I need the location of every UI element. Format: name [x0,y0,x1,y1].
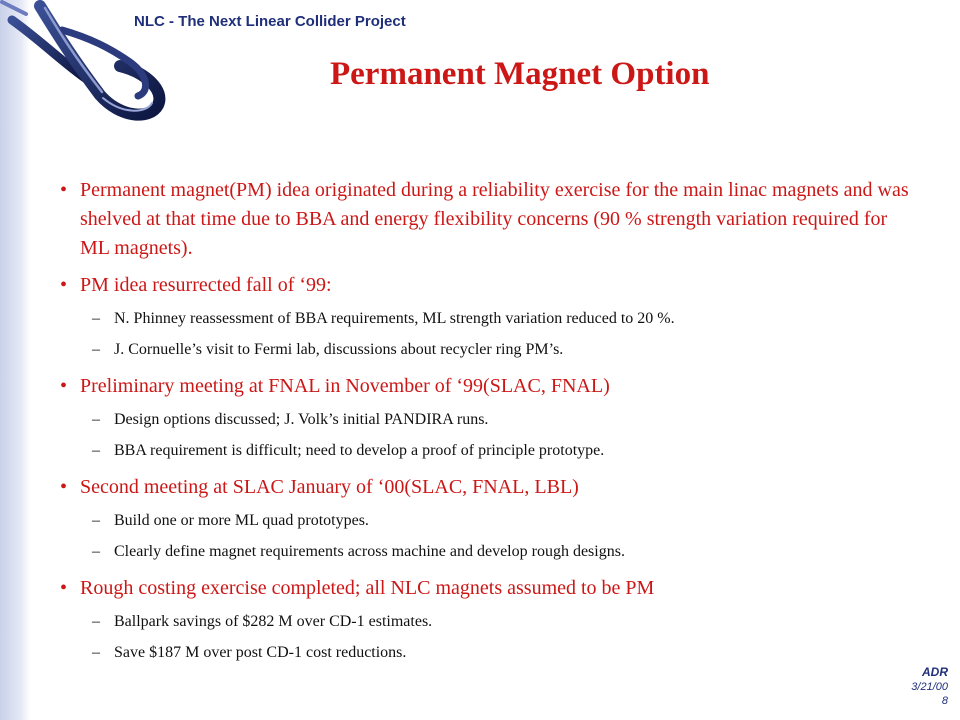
sub-bullet-text: BBA requirement is difficult; need to develop a proof of principle prototype. [114,442,605,459]
footer-page-number: 8 [941,695,948,707]
sub-bullet-text: N. Phinney reassessment of BBA requirements, ML strength variation reduced to 20 %. [114,310,675,327]
bullet-marker: • [60,375,68,397]
footer-author: ADR [922,665,948,679]
sub-bullet-item [60,409,920,431]
sub-bullet-item [60,611,920,633]
bullet-marker: • [60,274,68,296]
sub-bullet-text: Ballpark savings of $282 M over CD-1 estimates. [114,613,433,630]
bullet-marker: • [60,179,68,201]
bullet-marker: • [60,577,68,599]
bullet-marker: • [60,476,68,498]
bullet-list [60,176,920,675]
dash-marker: – [92,341,100,358]
header-project-title: NLC - The Next Linear Collider Project [134,13,406,30]
sub-bullet-text: Build one or more ML quad prototypes. [114,512,369,529]
footer-date: 3/21/00 [911,681,948,693]
dash-marker: – [92,543,100,560]
bullet-text: Preliminary meeting at FNAL in November of ‘99(SLAC, FNAL) [80,375,610,397]
bullet-item [60,574,920,603]
dash-marker: – [92,411,100,428]
bullet-text: Second meeting at SLAC January of ‘00(SLAC, FNAL, LBL) [80,476,579,498]
sub-bullet-text: Clearly define magnet requirements across machine and develop rough designs. [114,543,625,560]
bullet-item [60,372,920,401]
sub-bullet-item [60,541,920,563]
dash-marker: – [92,644,100,661]
bullet-item [60,176,920,263]
sub-bullet-text: Design options discussed; J. Volk’s initial PANDIRA runs. [114,411,489,428]
bullet-item [60,271,920,300]
bullet-text: Rough costing exercise completed; all NLC magnets assumed to be PM [80,577,655,599]
sub-bullet-text: J. Cornuelle’s visit to Fermi lab, discussions about recycler ring PM’s. [114,341,564,358]
bullet-text: PM idea resurrected fall of ‘99: [80,274,332,296]
sub-bullet-text: Save $187 M over post CD-1 cost reductions. [114,644,407,661]
sub-bullet-item [60,642,920,664]
sub-bullet-item [60,510,920,532]
bullet-text: Permanent magnet(PM) idea originated during a reliability exercise for the main linac magnets and was shelved at that time due to BBA and energy flexibility concerns (90 % strength variation required for ML magnets). [80,179,909,259]
sub-bullet-item [60,339,920,361]
slide-title: Permanent Magnet Option [330,56,710,92]
dash-marker: – [92,613,100,630]
bullet-item [60,473,920,502]
dash-marker: – [92,442,100,459]
sub-bullet-item [60,440,920,462]
dash-marker: – [92,310,100,327]
sub-bullet-item [60,308,920,330]
slide-footer [911,665,948,708]
dash-marker: – [92,512,100,529]
